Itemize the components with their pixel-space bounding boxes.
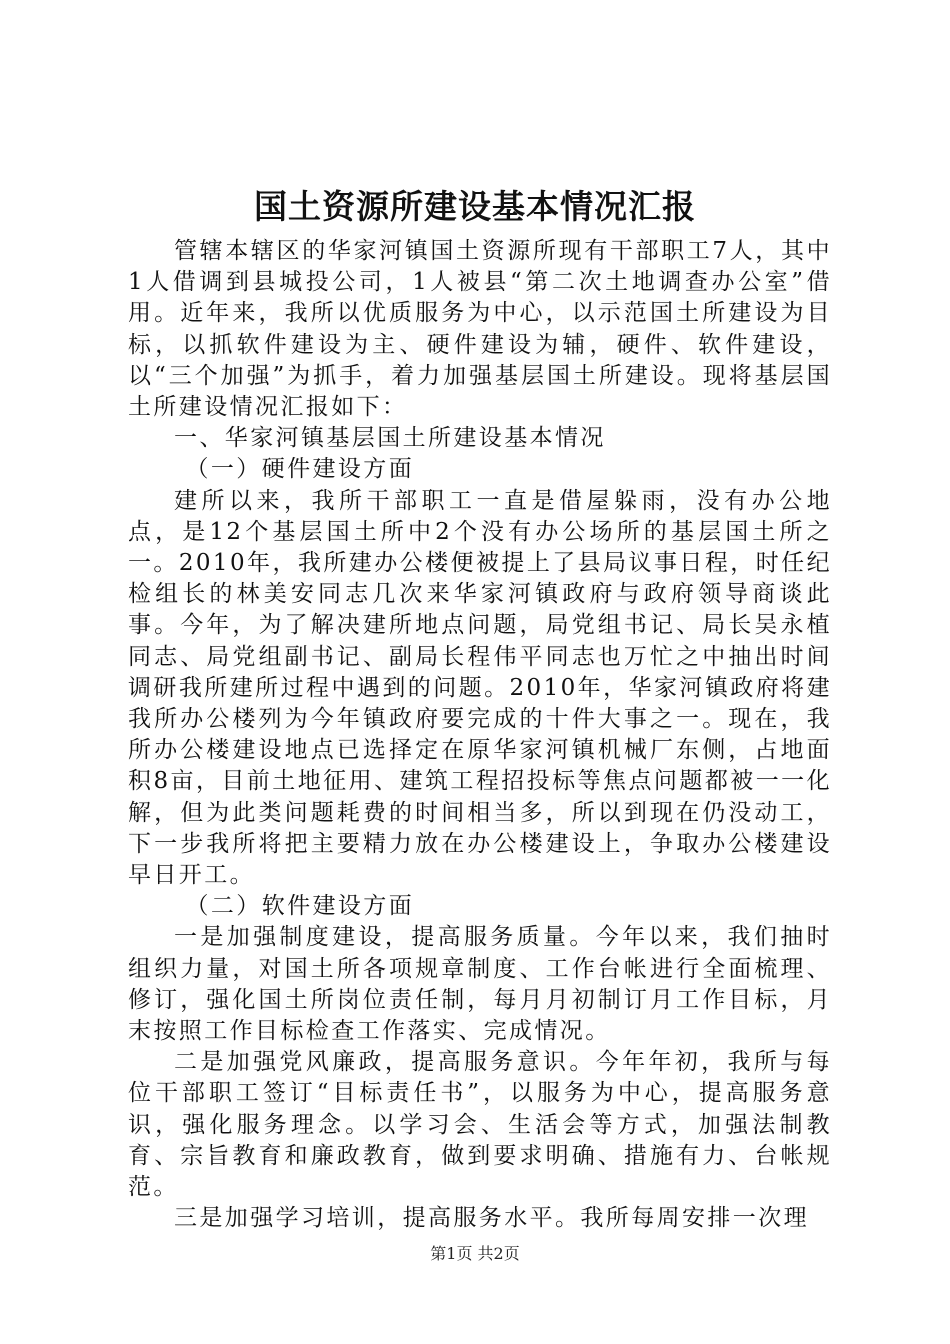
subsection-heading-software: （二）软件建设方面 <box>185 893 415 920</box>
page-number: 第1页 共2页 <box>430 1244 520 1263</box>
section-heading-1: 一、华家河镇基层国土所建设基本情况 <box>174 425 606 452</box>
software-paragraph-2: 二是加强党风廉政，提高服务意识。今年年初，我所与每位干部职工签订“目标责任书”，以服务为中心，提高服务意识，强化服务理念。以学习会、生活会等方式，加强法制教育、宗旨教育和廉政教育，做到要求明确、措施有力、台帐规范。 <box>128 1049 832 1201</box>
software-paragraph-1: 一是加强制度建设，提高服务质量。今年以来，我们抽时组织力量，对国土所各项规章制度、工作台帐进行全面梳理、修订，强化国土所岗位责任制，每月月初制订月工作目标，月末按照工作目标检查工作落实、完成情况。 <box>128 924 832 1045</box>
subsection-heading-hardware: （一）硬件建设方面 <box>185 456 415 483</box>
document-title: 国土资源所建设基本情况汇报 <box>254 187 696 226</box>
intro-paragraph: 管辖本辖区的华家河镇国土资源所现有干部职工7人，其中1人借调到县城投公司，1人被县“第二次土地调查办公室”借用。近年来，我所以优质服务为中心，以示范国土所建设为目标，以抓软件建设为主、硬件建设为辅，硬件、软件建设，以“三个加强”为抓手，着力加强基层国土所建设。现将基层国土所建设情况汇报如下： <box>128 238 832 421</box>
hardware-paragraph: 建所以来，我所干部职工一直是借屋躲雨，没有办公地点，是12个基层国土所中2个没有办公场所的基层国土所之一。2010年，我所建办公楼便被提上了县局议事日程，时任纪检组长的林美安同志几次来华家河镇政府与政府领导商谈此事。今年，为了解决建所地点问题，局党组书记、局长吴永植同志、局党组副书记、副局长程伟平同志也万忙之中抽出时间调研我所建所过程中遇到的问题。2010年，华家河镇政府将建我所办公楼列为今年镇政府要完成的十件大事之一。现在，我所办公楼建设地点已选择定在原华家河镇机械厂东侧，占地面积8亩，目前土地征用、建筑工程招投标等焦点问题都被一一化解，但为此类问题耗费的时间相当多，所以到现在仍没动工，下一步我所将把主要精力放在办公楼建设上，争取办公楼建设早日开工。 <box>128 487 832 889</box>
document-body <box>128 236 832 1235</box>
software-paragraph-3: 三是加强学习培训，提高服务水平。我所每周安排一次理 <box>174 1205 809 1232</box>
